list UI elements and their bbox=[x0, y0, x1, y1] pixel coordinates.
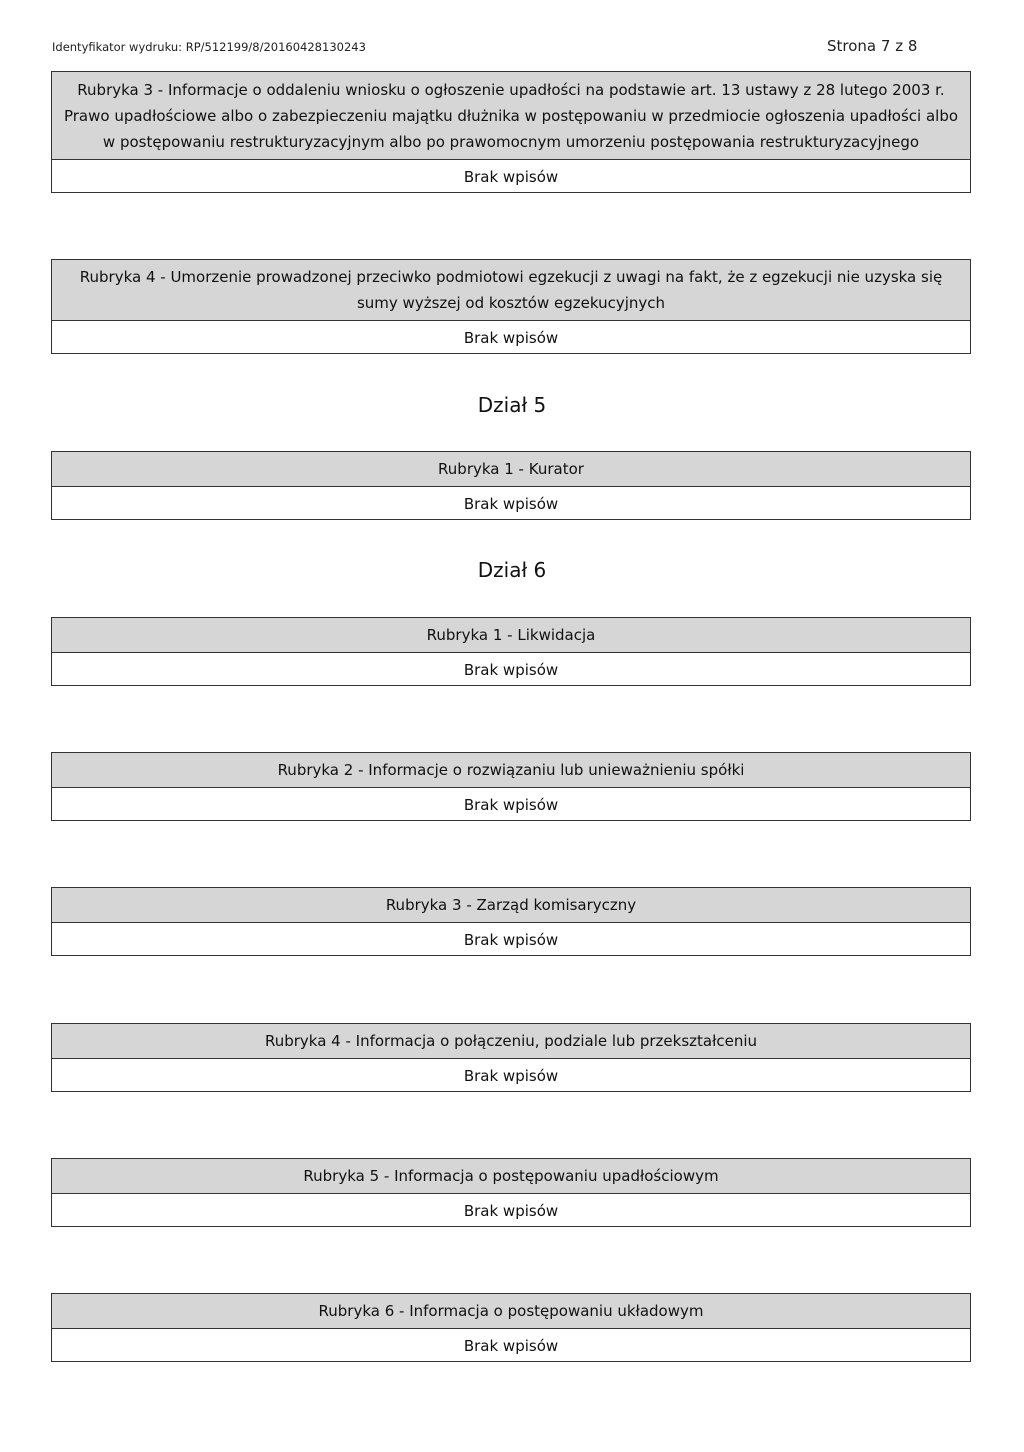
dzial-6-rubryka-1-empty: Brak wpisów bbox=[463, 661, 559, 679]
dzial-6-rubryka-5-box bbox=[51, 1158, 971, 1227]
dzial-6-rubryka-6-box bbox=[51, 1293, 971, 1362]
rubryka-3-title-line-2: Prawo upadłościowe albo o zabezpieczeniu majątku dłużnika w postępowaniu w przedmiocie ogłoszenia upadłości albo bbox=[63, 106, 959, 125]
print-identifier: Identyfikator wydruku: RP/512199/8/20160428130243 bbox=[52, 40, 366, 54]
rubryka-3-title-line-1: Rubryka 3 - Informacje o oddaleniu wniosku o ogłoszenie upadłości na podstawie art. 13 ustawy z 28 lutego 2003 r. bbox=[77, 80, 945, 99]
dzial-6-rubryka-4-title: Rubryka 4 - Informacja o połączeniu, podziale lub przekształceniu bbox=[52, 1024, 970, 1059]
dzial-5-heading: Dział 5 bbox=[477, 393, 547, 417]
rubryka-4-title-line-2: sumy wyższej od kosztów egzekucyjnych bbox=[356, 294, 666, 312]
dzial-6-rubryka-6-empty: Brak wpisów bbox=[463, 1337, 559, 1355]
dzial-6-rubryka-2-title: Rubryka 2 - Informacje o rozwiązaniu lub unieważnieniu spółki bbox=[52, 753, 970, 788]
dzial-6-rubryka-3-title: Rubryka 3 - Zarząd komisaryczny bbox=[52, 888, 970, 923]
dzial-6-rubryka-1-box bbox=[51, 617, 971, 686]
dzial-5-rubryka-1-title: Rubryka 1 - Kurator bbox=[52, 452, 970, 487]
rubryka-4-empty: Brak wpisów bbox=[463, 329, 559, 347]
rubryka-3-empty: Brak wpisów bbox=[463, 168, 559, 186]
rubryka-3-title-line-3: w postępowaniu restrukturyzacyjnym albo po prawomocnym umorzeniu postępowania restrukturyzacyjnego bbox=[102, 132, 920, 151]
rubryka-4-title bbox=[52, 260, 970, 321]
dzial-5-rubryka-1-empty: Brak wpisów bbox=[463, 495, 559, 513]
dzial-6-rubryka-2-empty: Brak wpisów bbox=[463, 796, 559, 814]
dzial-6-rubryka-2-box bbox=[51, 752, 971, 821]
dzial-6-rubryka-4-empty: Brak wpisów bbox=[463, 1067, 559, 1085]
dzial-6-rubryka-4-box bbox=[51, 1023, 971, 1092]
dzial-6-rubryka-5-title: Rubryka 5 - Informacja o postępowaniu upadłościowym bbox=[52, 1159, 970, 1194]
rubryka-4-box bbox=[51, 259, 971, 354]
dzial-6-rubryka-1-title: Rubryka 1 - Likwidacja bbox=[52, 618, 970, 653]
rubryka-3-box bbox=[51, 71, 971, 193]
dzial-6-rubryka-5-empty: Brak wpisów bbox=[463, 1202, 559, 1220]
page-number: Strona 7 z 8 bbox=[827, 37, 918, 55]
dzial-6-heading: Dział 6 bbox=[477, 558, 547, 582]
dzial-6-rubryka-3-box bbox=[51, 887, 971, 956]
dzial-5-rubryka-1-box bbox=[51, 451, 971, 520]
rubryka-3-title bbox=[52, 72, 970, 160]
dzial-6-rubryka-6-title: Rubryka 6 - Informacja o postępowaniu układowym bbox=[52, 1294, 970, 1329]
rubryka-4-title-line-1: Rubryka 4 - Umorzenie prowadzonej przeciwko podmiotowi egzekucji z uwagi na fakt, że z egzekucji nie uzyska się bbox=[79, 268, 943, 286]
dzial-6-rubryka-3-empty: Brak wpisów bbox=[463, 931, 559, 949]
